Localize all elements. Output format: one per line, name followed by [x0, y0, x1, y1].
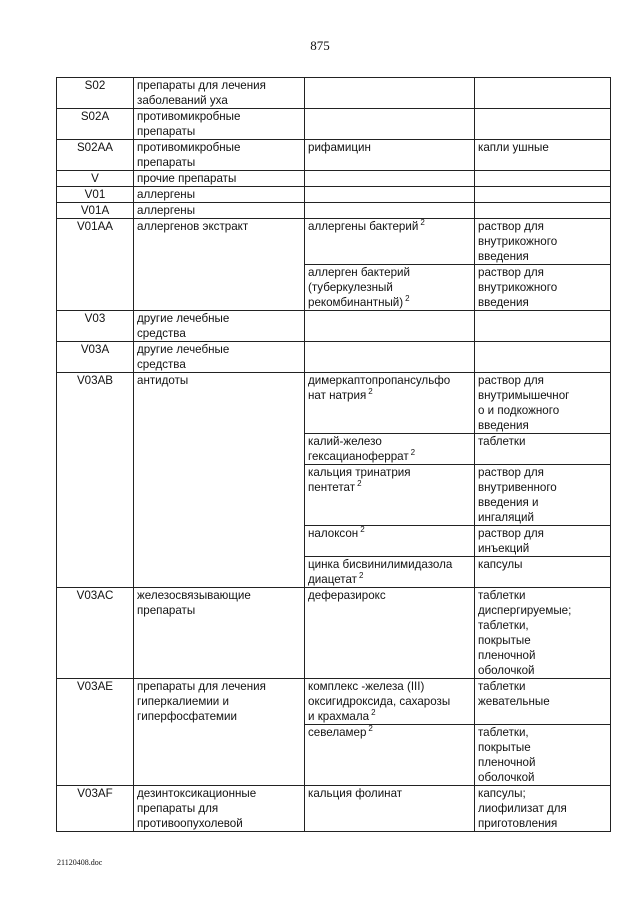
cell-text: рифамицин [308, 141, 371, 154]
cell-text: противоопухолевой [137, 817, 243, 830]
cell-line [137, 219, 301, 234]
cell-text: таблетки [478, 435, 526, 448]
cell-line [478, 755, 607, 770]
cell-text: гиперфосфатемии [137, 710, 237, 723]
cell-line [478, 526, 607, 541]
cell-line [308, 786, 471, 801]
cell-line [137, 311, 301, 326]
cell-line [478, 603, 607, 618]
atc-group-cell [134, 786, 305, 832]
footnote-marker: 2 [368, 387, 373, 396]
dosage-form-cell [475, 373, 611, 434]
dosage-form-cell [475, 786, 611, 832]
atc-code-cell: S02A [57, 109, 134, 140]
drug-name-cell [305, 434, 475, 465]
footnote-marker: 2 [405, 294, 410, 303]
cell-text: таблетки [478, 589, 526, 602]
cell-line [137, 140, 301, 155]
cell-text: другие лечебные [137, 343, 230, 356]
cell-line [137, 588, 301, 603]
table-row [57, 171, 611, 187]
table-row [57, 588, 611, 679]
atc-group-cell [134, 140, 305, 171]
cell-line [308, 557, 471, 572]
cell-line [478, 588, 607, 603]
cell-text: приготовления [478, 817, 558, 830]
cell-line [137, 109, 301, 124]
cell-line [137, 171, 301, 186]
cell-line [137, 342, 301, 357]
drug-name-cell [305, 588, 475, 679]
cell-line [478, 418, 607, 433]
cell-text: раствор для [478, 527, 544, 540]
cell-line [137, 78, 301, 93]
cell-text: препараты для лечения [137, 79, 266, 92]
cell-text: диацетат [308, 573, 357, 586]
cell-line [478, 633, 607, 648]
cell-text: внутривенного [478, 481, 557, 494]
dosage-form-cell [475, 219, 611, 265]
footnote-marker: 2 [358, 571, 364, 580]
cell-text: другие лечебные [137, 312, 230, 325]
cell-text: севеламер [308, 726, 367, 739]
cell-line [478, 434, 607, 449]
table-row [57, 109, 611, 140]
cell-text: таблетки, [478, 726, 529, 739]
cell-line [137, 155, 301, 170]
footnote-marker: 2 [368, 724, 373, 733]
cell-text: и крахмала [308, 710, 370, 723]
cell-line [478, 495, 607, 510]
cell-text: раствор для [478, 374, 544, 387]
table-row [57, 78, 611, 109]
cell-line [308, 434, 471, 449]
cell-text: капли ушные [478, 141, 549, 154]
cell-line [137, 801, 301, 816]
footnote-marker: 2 [371, 708, 376, 717]
atc-code-cell: V03AF [57, 786, 134, 832]
drug-name-cell [305, 557, 475, 588]
atc-code-cell: V01AA [57, 219, 134, 311]
atc-code-cell: V03AB [57, 373, 134, 588]
cell-text: димеркаптопропансульфо [308, 374, 451, 387]
drug-name-cell [305, 171, 475, 187]
table-row [57, 187, 611, 203]
drug-name-cell [305, 140, 475, 171]
cell-line [478, 694, 607, 709]
cell-line [137, 694, 301, 709]
cell-text: аллергены [137, 204, 196, 217]
dosage-form-cell [475, 725, 611, 786]
cell-line [478, 465, 607, 480]
cell-line [308, 140, 471, 155]
cell-line [478, 249, 607, 264]
drug-name-cell [305, 465, 475, 526]
drug-name-cell [305, 311, 475, 342]
cell-text: таблетки [478, 680, 526, 693]
cell-text: налоксон [308, 527, 359, 540]
cell-line [308, 449, 471, 464]
cell-text: деферазирокс [308, 589, 386, 602]
drug-name-cell [305, 187, 475, 203]
cell-text: антидоты [137, 374, 189, 387]
cell-text: прочие препараты [137, 172, 237, 185]
table-row [57, 373, 611, 434]
drug-name-cell [305, 786, 475, 832]
atc-code-cell: V01A [57, 203, 134, 219]
cell-text: таблетки, [478, 619, 529, 632]
cell-line [478, 295, 607, 310]
atc-group-cell [134, 78, 305, 109]
cell-text: ингаляций [478, 511, 534, 524]
table-row [57, 786, 611, 832]
cell-line [478, 373, 607, 388]
cell-text: средства [137, 327, 186, 340]
footnote-marker: 2 [360, 525, 365, 534]
cell-text: аллерген бактерий [308, 266, 410, 279]
atc-group-cell [134, 588, 305, 679]
cell-text: заболеваний уха [137, 94, 228, 107]
drug-name-cell [305, 265, 475, 311]
cell-line [137, 187, 301, 202]
dosage-form-cell [475, 109, 611, 140]
dosage-form-cell [475, 140, 611, 171]
cell-text: гексацианоферрат [308, 450, 409, 463]
table-row [57, 342, 611, 373]
cell-text: (туберкулезный [308, 281, 393, 294]
cell-text: нат натрия [308, 389, 367, 402]
cell-text: препараты [137, 125, 196, 138]
cell-line [478, 740, 607, 755]
cell-line [137, 93, 301, 108]
atc-group-cell [134, 373, 305, 588]
cell-line [308, 725, 471, 740]
dosage-form-cell [475, 187, 611, 203]
cell-text: противомикробные [137, 110, 241, 123]
cell-text: железосвязывающие [137, 589, 251, 602]
cell-line [478, 816, 607, 831]
cell-line [137, 816, 301, 831]
cell-text: препараты для [137, 802, 219, 815]
cell-line [308, 694, 471, 709]
table-row [57, 311, 611, 342]
cell-line [308, 709, 471, 724]
cell-line [478, 265, 607, 280]
drug-name-cell [305, 342, 475, 373]
cell-text: аллергенов экстракт [137, 220, 249, 233]
dosage-form-cell [475, 465, 611, 526]
cell-line [478, 618, 607, 633]
cell-text: внутрикожного [478, 235, 558, 248]
cell-text: оксигидроксида, сахарозы [308, 695, 451, 708]
drug-name-cell [305, 109, 475, 140]
cell-text: оболочкой [478, 771, 535, 784]
cell-text: кальция фолинат [308, 787, 403, 800]
drug-name-cell [305, 373, 475, 434]
cell-line [478, 280, 607, 295]
footnote-marker: 2 [420, 218, 425, 227]
cell-line [478, 541, 607, 556]
atc-group-cell [134, 342, 305, 373]
dosage-form-cell [475, 557, 611, 588]
table-row [57, 140, 611, 171]
cell-line [308, 280, 471, 295]
cell-text: комплекс -железа (III) [308, 680, 425, 693]
atc-code-cell: V01 [57, 187, 134, 203]
cell-line [478, 510, 607, 525]
cell-line [478, 388, 607, 403]
cell-line [308, 373, 471, 388]
cell-text: капсулы; [478, 787, 526, 800]
drug-name-cell [305, 219, 475, 265]
atc-group-cell [134, 109, 305, 140]
cell-line [308, 526, 471, 541]
cell-line [308, 480, 471, 495]
cell-text: препараты [137, 156, 196, 169]
cell-line [478, 219, 607, 234]
cell-line [137, 786, 301, 801]
cell-text: инъекций [478, 542, 530, 555]
cell-line [308, 219, 471, 234]
cell-line [478, 770, 607, 785]
cell-line [308, 679, 471, 694]
atc-group-cell [134, 171, 305, 187]
cell-text: раствор для [478, 220, 544, 233]
atc-group-cell [134, 187, 305, 203]
cell-text: препараты для лечения [137, 680, 266, 693]
atc-code-cell: V03AE [57, 679, 134, 786]
cell-line [137, 357, 301, 372]
cell-text: раствор для [478, 466, 544, 479]
drug-name-cell [305, 725, 475, 786]
cell-text: препараты [137, 604, 196, 617]
cell-line [308, 388, 471, 403]
cell-text: дезинтоксикационные [137, 787, 257, 800]
cell-text: рекомбинантный) [308, 296, 404, 309]
cell-text: покрытые [478, 741, 531, 754]
cell-text: внутримышечног [478, 389, 570, 402]
cell-text: введения [478, 419, 529, 432]
cell-text: введения [478, 250, 529, 263]
atc-group-cell [134, 203, 305, 219]
cell-line [308, 265, 471, 280]
cell-line [308, 588, 471, 603]
cell-line [137, 373, 301, 388]
footnote-marker: 2 [410, 448, 416, 457]
atc-code-cell: S02AA [57, 140, 134, 171]
dosage-form-cell [475, 679, 611, 725]
dosage-form-cell [475, 526, 611, 557]
cell-line [478, 140, 607, 155]
cell-text: кальция тринатрия [308, 466, 411, 479]
cell-text: введения и [478, 496, 539, 509]
cell-line [478, 786, 607, 801]
cell-line [478, 663, 607, 678]
drug-name-cell [305, 78, 475, 109]
drug-name-cell [305, 679, 475, 725]
cell-line [137, 603, 301, 618]
cell-text: оболочкой [478, 664, 535, 677]
table-row [57, 203, 611, 219]
cell-text: цинка бисвинилимидазола [308, 558, 453, 571]
table-row [57, 219, 611, 265]
drug-name-cell [305, 526, 475, 557]
dosage-form-cell [475, 311, 611, 342]
dosage-form-cell [475, 78, 611, 109]
cell-text: о и подкожного [478, 404, 560, 417]
cell-line [478, 480, 607, 495]
cell-line [308, 572, 471, 587]
cell-text: аллергены [137, 188, 196, 201]
dosage-form-cell [475, 588, 611, 679]
cell-text: раствор для [478, 266, 544, 279]
atc-code-cell: S02 [57, 78, 134, 109]
footnote-marker: 2 [357, 479, 362, 488]
cell-line [137, 709, 301, 724]
cell-line [478, 801, 607, 816]
dosage-form-cell [475, 203, 611, 219]
dosage-form-cell [475, 434, 611, 465]
cell-text: аллергены бактерий [308, 220, 419, 233]
document-filename: 21120408.doc [57, 858, 103, 867]
cell-text: лиофилизат для [478, 802, 567, 815]
cell-line [137, 203, 301, 218]
cell-line [478, 725, 607, 740]
cell-text: внутрикожного [478, 281, 558, 294]
atc-group-cell [134, 679, 305, 786]
atc-group-cell [134, 219, 305, 311]
cell-line [308, 465, 471, 480]
cell-line [478, 234, 607, 249]
cell-text: диспергируемые; [478, 604, 572, 617]
dosage-form-cell [475, 265, 611, 311]
cell-line [308, 295, 471, 310]
cell-line [137, 326, 301, 341]
atc-group-cell [134, 311, 305, 342]
cell-text: пленочной [478, 756, 536, 769]
cell-line [478, 648, 607, 663]
cell-text: противомикробные [137, 141, 241, 154]
cell-text: жевательные [478, 695, 550, 708]
cell-line [478, 557, 607, 572]
cell-text: гиперкалиемии и [137, 695, 229, 708]
cell-text: средства [137, 358, 186, 371]
cell-line [478, 679, 607, 694]
atc-code-cell: V03AC [57, 588, 134, 679]
cell-text: введения [478, 296, 529, 309]
cell-text: пентетат [308, 481, 356, 494]
table-row [57, 679, 611, 725]
cell-text: калий-железо [308, 435, 382, 448]
page-number: 875 [310, 38, 330, 53]
dosage-form-cell [475, 171, 611, 187]
cell-line [478, 403, 607, 418]
atc-code-cell: V [57, 171, 134, 187]
atc-code-cell: V03A [57, 342, 134, 373]
atc-code-cell: V03 [57, 311, 134, 342]
dosage-form-cell [475, 342, 611, 373]
drug-name-cell [305, 203, 475, 219]
cell-line [137, 679, 301, 694]
cell-text: капсулы [478, 558, 523, 571]
drug-classification-table [56, 77, 611, 832]
cell-text: покрытые [478, 634, 531, 647]
cell-text: пленочной [478, 649, 536, 662]
cell-line [137, 124, 301, 139]
